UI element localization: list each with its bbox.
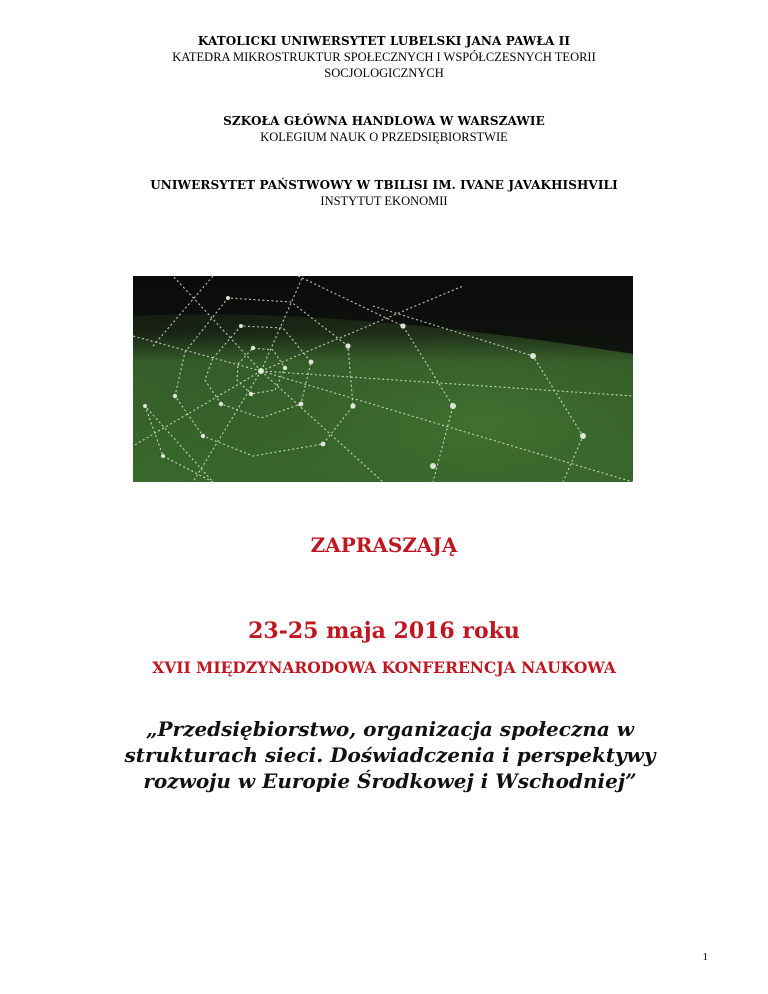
conference-title-line: „Przedsiębiorstwo, organizacja społeczna w <box>146 717 634 741</box>
organizer-name: UNIWERSYTET PAŃSTWOWY W TBILISI IM. IVANE JAVAKHISHVILI <box>150 178 618 192</box>
organizer-department: SOCJOLOGICZNYCH <box>324 66 444 80</box>
conference-title-line: strukturach sieci. Doświadczenia i perspektywy <box>124 743 656 767</box>
organizer-department: KATEDRA MIKROSTRUKTUR SPOŁECZNYCH I WSPÓŁCZESNYCH TEORII <box>172 50 596 64</box>
invite-heading: ZAPRASZAJĄ <box>310 533 458 557</box>
page-number: 1 <box>702 951 708 963</box>
organizer-department: INSTYTUT EKONOMII <box>320 194 448 208</box>
conference-title <box>80 716 700 794</box>
organizer-sgh <box>0 113 768 145</box>
organizer-name: SZKOŁA GŁÓWNA HANDLOWA W WARSZAWIE <box>223 114 545 128</box>
organizer-name: KATOLICKI UNIWERSYTET LUBELSKI JANA PAWŁA II <box>197 34 571 48</box>
organizer-department: KOLEGIUM NAUK O PRZEDSIĘBIORSTWIE <box>260 130 508 144</box>
conference-title-line: rozwoju w Europie Środkowej i Wschodniej” <box>143 769 637 793</box>
organizer-tbilisi <box>0 177 768 209</box>
conference-date: 23-25 maja 2016 roku <box>248 618 520 644</box>
spider-web-photo <box>133 276 633 482</box>
conference-name: XVII MIĘDZYNARODOWA KONFERENCJA NAUKOWA <box>152 658 616 677</box>
organizer-kul <box>0 33 768 81</box>
